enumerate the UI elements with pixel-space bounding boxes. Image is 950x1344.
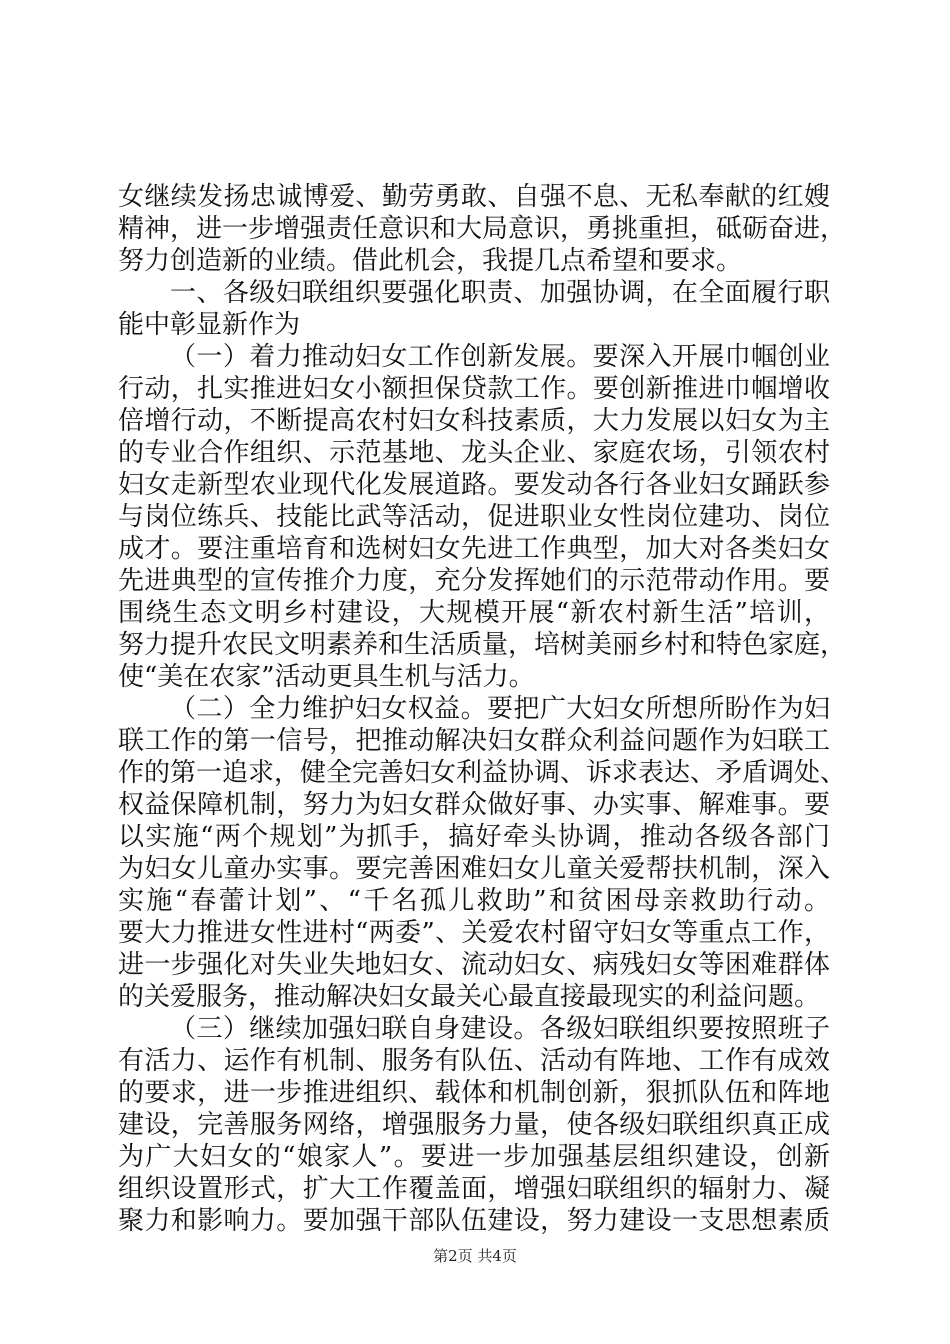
body-text-line: 有活力、运作有机制、服务有队伍、活动有阵地、工作有成效: [118, 1046, 830, 1076]
body-text-line: 妇女走新型农业现代化发展道路。要发动各行各业妇女踊跃参: [118, 470, 830, 500]
body-text-line: 行动，扎实推进妇女小额担保贷款工作。要创新推进巾帼增收: [118, 374, 830, 404]
page-number-footer: 第2页 共4页: [433, 1247, 517, 1265]
body-text-line: 围绕生态文明乡村建设，大规模开展“新农村新生活”培训，: [118, 598, 830, 628]
body-text-line: 努力创造新的业绩。借此机会，我提几点希望和要求。: [118, 246, 743, 276]
body-text-line: （三）继续加强妇联自身建设。各级妇联组织要按照班子: [170, 1014, 830, 1044]
body-text-line: 为广大妇女的“娘家人”。要进一步加强基层组织建设，创新: [118, 1142, 830, 1172]
body-text-line: 聚力和影响力。要加强干部队伍建设，努力建设一支思想素质: [118, 1206, 830, 1236]
body-text-line: 组织设置形式，扩大工作覆盖面，增强妇联组织的辐射力、凝: [118, 1174, 830, 1204]
body-text-line: 作的第一追求，健全完善妇女利益协调、诉求表达、矛盾调处、: [118, 758, 847, 788]
body-text-line: 的关爱服务，推动解决妇女最关心最直接最现实的利益问题。: [118, 982, 821, 1012]
body-text-line: 使“美在农家”活动更具生机与活力。: [118, 662, 535, 692]
body-text-line: 为妇女儿童办实事。要完善困难妇女儿童关爱帮扶机制，深入: [118, 854, 830, 884]
section-heading-line: 能中彰显新作为: [118, 310, 301, 340]
body-text-line: 先进典型的宣传推介力度，充分发挥她们的示范带动作用。要: [118, 566, 830, 596]
body-text-line: 成才。要注重培育和选树妇女先进工作典型，加大对各类妇女: [118, 534, 830, 564]
body-text-line: 努力提升农民文明素养和生活质量，培树美丽乡村和特色家庭，: [118, 630, 847, 660]
body-text-line: 女继续发扬忠诚博爱、勤劳勇敢、自强不息、无私奉献的红嫂: [118, 182, 830, 212]
body-text-line: 实施“春蕾计划”、“千名孤儿救助”和贫困母亲救助行动。: [118, 886, 830, 916]
body-text-line: 联工作的第一信号，把推动解决妇女群众利益问题作为妇联工: [118, 726, 830, 756]
body-text-line: 的要求，进一步推进组织、载体和机制创新，狠抓队伍和阵地: [118, 1078, 830, 1108]
body-text-line: 的专业合作组织、示范基地、龙头企业、家庭农场，引领农村: [118, 438, 830, 468]
body-text-line: 要大力推进女性进村“两委”、关爱农村留守妇女等重点工作，: [118, 918, 830, 948]
body-text-line: （二）全力维护妇女权益。要把广大妇女所想所盼作为妇: [170, 694, 830, 724]
body-text-line: 精神，进一步增强责任意识和大局意识，勇挑重担，砥砺奋进，: [118, 214, 847, 244]
body-text-line: （一）着力推动妇女工作创新发展。要深入开展巾帼创业: [170, 342, 830, 372]
body-text-line: 权益保障机制，努力为妇女群众做好事、办实事、解难事。要: [118, 790, 830, 820]
body-text-line: 建设，完善服务网络，增强服务力量，使各级妇联组织真正成: [118, 1110, 830, 1140]
body-text-line: 倍增行动，不断提高农村妇女科技素质，大力发展以妇女为主: [118, 406, 830, 436]
section-heading-line: 一、各级妇联组织要强化职责、加强协调，在全面履行职: [170, 278, 830, 308]
body-text-line: 进一步强化对失业失地妇女、流动妇女、病残妇女等困难群体: [118, 950, 830, 980]
body-text-line: 以实施“两个规划”为抓手，搞好牵头协调，推动各级各部门: [118, 822, 830, 852]
body-text-line: 与岗位练兵、技能比武等活动，促进职业女性岗位建功、岗位: [118, 502, 830, 532]
